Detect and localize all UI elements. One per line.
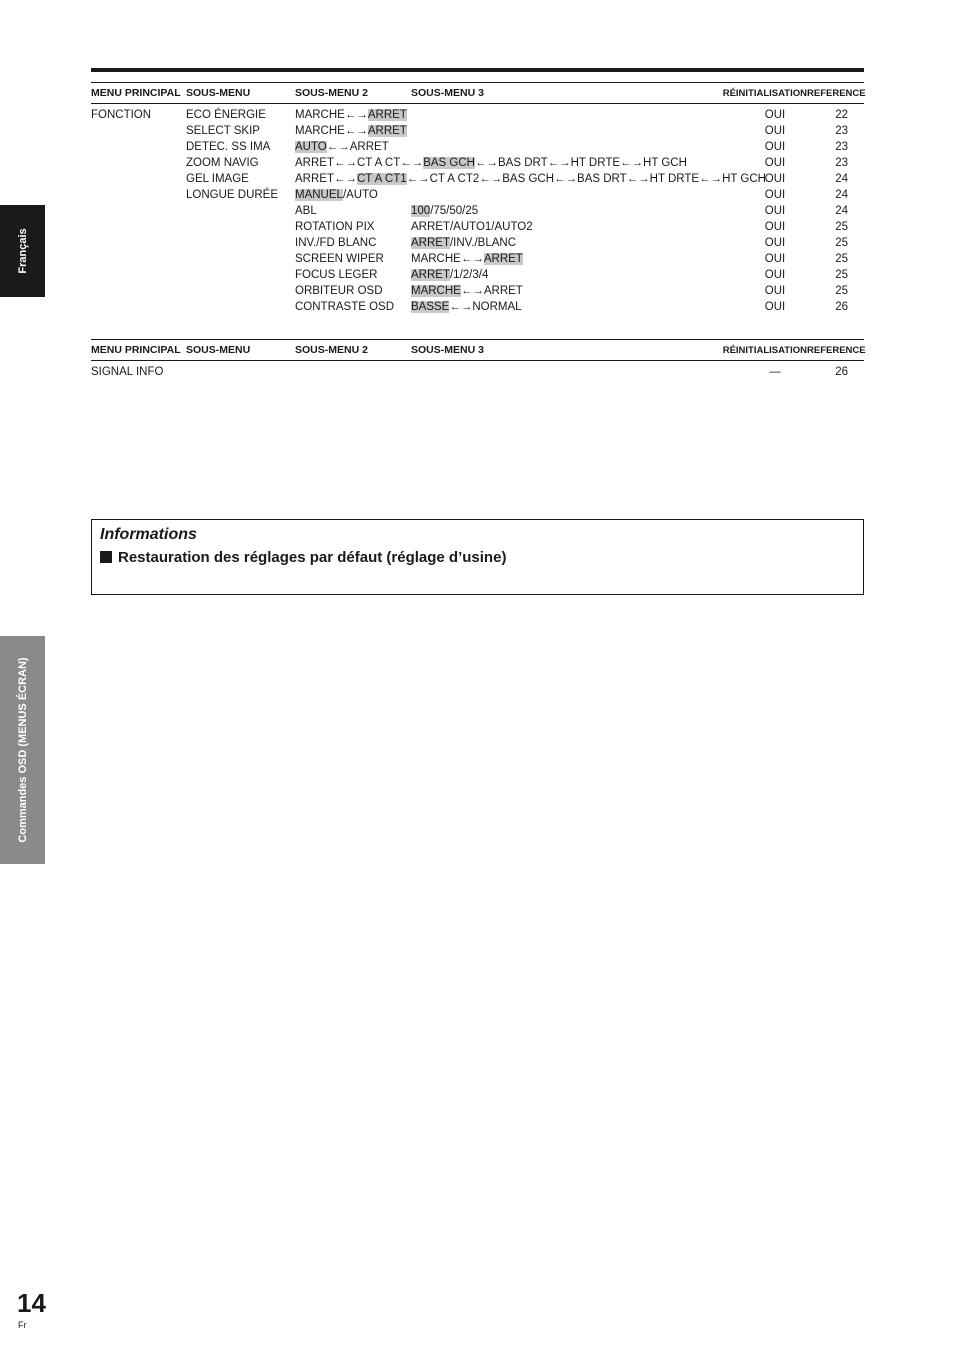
header-sub-menu-3: SOUS-MENU 3 [411,83,722,104]
table-row [91,139,864,155]
top-rule [91,68,864,72]
option-text: ROTATION PIX [295,221,375,233]
cell-sub-menu-2 [295,139,411,155]
cell-sub-menu [186,203,295,219]
cell-reference: 25 [835,221,848,233]
option-text: MARCHE←→ [411,253,484,265]
cell-sub-menu-3 [411,361,722,381]
cell-reset: OUI [764,189,786,201]
cell-sub-menu [186,283,295,299]
option-text: MARCHE←→ [295,125,368,137]
cell-reset: OUI [764,237,786,249]
table-row [91,155,864,171]
cell-reference: 25 [835,269,848,281]
cell-main-menu [91,267,186,283]
cell-sub-menu: SELECT SKIP [186,125,260,137]
option-text: ARRET/AUTO1/AUTO2 [411,221,533,233]
cell-sub-menu-2 [295,155,687,171]
cell-main-menu [91,171,186,187]
header-reference: REFERENCE [807,340,864,361]
cell-main-menu [91,251,186,267]
option-text: ARRET←→CT A CT←→ [295,157,424,169]
cell-reset: — [769,366,781,378]
default-value: ARRET [367,109,407,121]
cell-sub-menu-2 [295,171,766,187]
cell-sub-menu-3 [411,251,722,267]
cell-main-menu [91,203,186,219]
header-reset: RÉINITIALISATION [722,340,807,361]
cell-reference: 26 [835,301,848,313]
default-value: BASSE [411,301,450,313]
option-text: ABL [295,205,317,217]
cell-main-menu [91,139,186,155]
table-header-row [91,83,864,104]
section-tab [0,636,45,864]
cell-reset: OUI [764,285,786,297]
table-row [91,361,864,381]
cell-reset: OUI [764,125,786,137]
cell-reset: OUI [764,253,786,265]
cell-sub-menu-2 [295,203,411,219]
cell-sub-menu [186,251,295,267]
table-header-row [91,340,864,361]
cell-sub-menu-3 [411,267,722,283]
default-value: ARRET [483,253,523,265]
header-reference: REFERENCE [807,83,864,104]
table-row [91,267,864,283]
header-main-menu: MENU PRINCIPAL [91,340,186,361]
page-language-code: Fr [18,1320,27,1330]
option-text: /INV./BLANC [449,237,517,249]
cell-sub-menu-3 [411,219,722,235]
default-value: BAS GCH [423,157,475,169]
cell-sub-menu-2 [295,235,411,251]
cell-sub-menu-3 [411,235,722,251]
cell-sub-menu [186,235,295,251]
default-value: ARRET [411,269,450,281]
cell-sub-menu-3 [411,123,722,139]
cell-sub-menu [186,267,295,283]
cell-reference: 24 [835,205,848,217]
table-row [91,104,864,124]
cell-sub-menu: GEL IMAGE [186,173,249,185]
cell-sub-menu-2 [295,104,411,124]
cell-sub-menu [186,299,295,315]
cell-sub-menu-2 [295,361,411,381]
table-row [91,251,864,267]
cell-sub-menu-3 [411,187,722,203]
table-row [91,187,864,203]
cell-sub-menu-3 [411,283,722,299]
cell-reset: OUI [764,221,786,233]
cell-sub-menu: LONGUE DURÉE [186,189,279,201]
default-value: ARRET [411,237,450,249]
default-value: MANUEL [295,189,343,201]
cell-reference: 24 [835,189,848,201]
table-row [91,203,864,219]
option-text: /1/2/3/4 [449,269,489,281]
cell-sub-menu [186,219,295,235]
cell-sub-menu-2 [295,299,411,315]
option-text: FOCUS LEGER [295,269,378,281]
cell-reset: OUI [764,205,786,217]
default-value: MARCHE [411,285,461,297]
option-text: INV./FD BLANC [295,237,377,249]
cell-reset: OUI [764,141,786,153]
cell-reference: 25 [835,285,848,297]
cell-sub-menu-2 [295,219,411,235]
cell-reference: 23 [835,141,848,153]
option-text: /AUTO [342,189,378,201]
menu-table-function [91,82,864,315]
cell-main-menu [91,123,186,139]
cell-main-menu [91,187,186,203]
cell-reference: 25 [835,237,848,249]
cell-reset: OUI [764,157,786,169]
header-sub-menu-2: SOUS-MENU 2 [295,340,411,361]
cell-main-menu: SIGNAL INFO [91,366,164,378]
header-reset: RÉINITIALISATION [722,83,807,104]
cell-main-menu [91,219,186,235]
cell-reference: 24 [835,173,848,185]
default-value: AUTO [295,141,327,153]
language-tab [0,205,45,297]
section-tab-label: Commandes OSD (MENUS ÉCRAN) [16,657,29,843]
info-heading [100,549,506,566]
option-text: ARRET←→ [295,173,357,185]
cell-reset: OUI [764,301,786,313]
cell-sub-menu: DETEC. SS IMA [186,141,271,153]
table-row [91,235,864,251]
cell-sub-menu-2 [295,267,411,283]
option-text: ←→ARRET [326,141,389,153]
cell-reset: OUI [764,269,786,281]
cell-sub-menu-2 [295,123,411,139]
cell-sub-menu-3 [411,104,722,124]
info-box [91,519,864,595]
option-text: SCREEN WIPER [295,253,384,265]
cell-sub-menu-3 [411,139,722,155]
cell-main-menu: FONCTION [91,109,152,121]
cell-main-menu [91,155,186,171]
header-sub-menu: SOUS-MENU [186,83,295,104]
cell-sub-menu-2 [295,187,411,203]
cell-reset: OUI [764,173,786,185]
option-text: ORBITEUR OSD [295,285,383,297]
option-text: MARCHE←→ [295,109,368,121]
cell-reference: 26 [835,366,848,378]
cell-sub-menu-3 [411,203,722,219]
cell-reference: 22 [835,109,848,121]
cell-reference: 25 [835,253,848,265]
square-bullet-icon [100,551,112,563]
header-main-menu: MENU PRINCIPAL [91,83,186,104]
cell-main-menu [91,283,186,299]
table-row [91,283,864,299]
cell-sub-menu: ZOOM NAVIG [186,157,259,169]
option-text: /75/50/25 [430,205,479,217]
option-text: ←→ARRET [460,285,523,297]
header-sub-menu-2: SOUS-MENU 2 [295,83,411,104]
header-sub-menu: SOUS-MENU [186,340,295,361]
cell-reset: OUI [764,109,786,121]
cell-sub-menu-2 [295,283,411,299]
table-row [91,219,864,235]
table-row [91,299,864,315]
cell-main-menu [91,299,186,315]
option-text: ←→BAS DRT←→HT DRTE←→HT GCH [474,157,687,169]
cell-reference: 23 [835,125,848,137]
option-text: ←→CT A CT2←→BAS GCH←→BAS DRT←→HT DRTE←→HT GCH [406,173,766,185]
cell-sub-menu-3 [411,299,722,315]
default-value: ARRET [367,125,407,137]
cell-sub-menu-2 [295,251,411,267]
default-value: CT A CT1 [356,173,407,185]
cell-reference: 23 [835,157,848,169]
cell-sub-menu: ECO ÉNERGIE [186,109,266,121]
info-title: Informations [100,526,197,543]
cell-main-menu [91,235,186,251]
option-text: ←→NORMAL [449,301,522,313]
header-sub-menu-3: SOUS-MENU 3 [411,340,722,361]
language-tab-label: Français [16,228,29,274]
info-heading-text: Restauration des réglages par défaut (réglage d’usine) [118,549,507,566]
option-text: CONTRASTE OSD [295,301,395,313]
default-value: 100 [411,205,431,217]
page-number: 14 [17,1288,46,1318]
table-row [91,171,864,187]
cell-sub-menu [186,361,295,381]
menu-table-signal [91,339,864,380]
table-row [91,123,864,139]
